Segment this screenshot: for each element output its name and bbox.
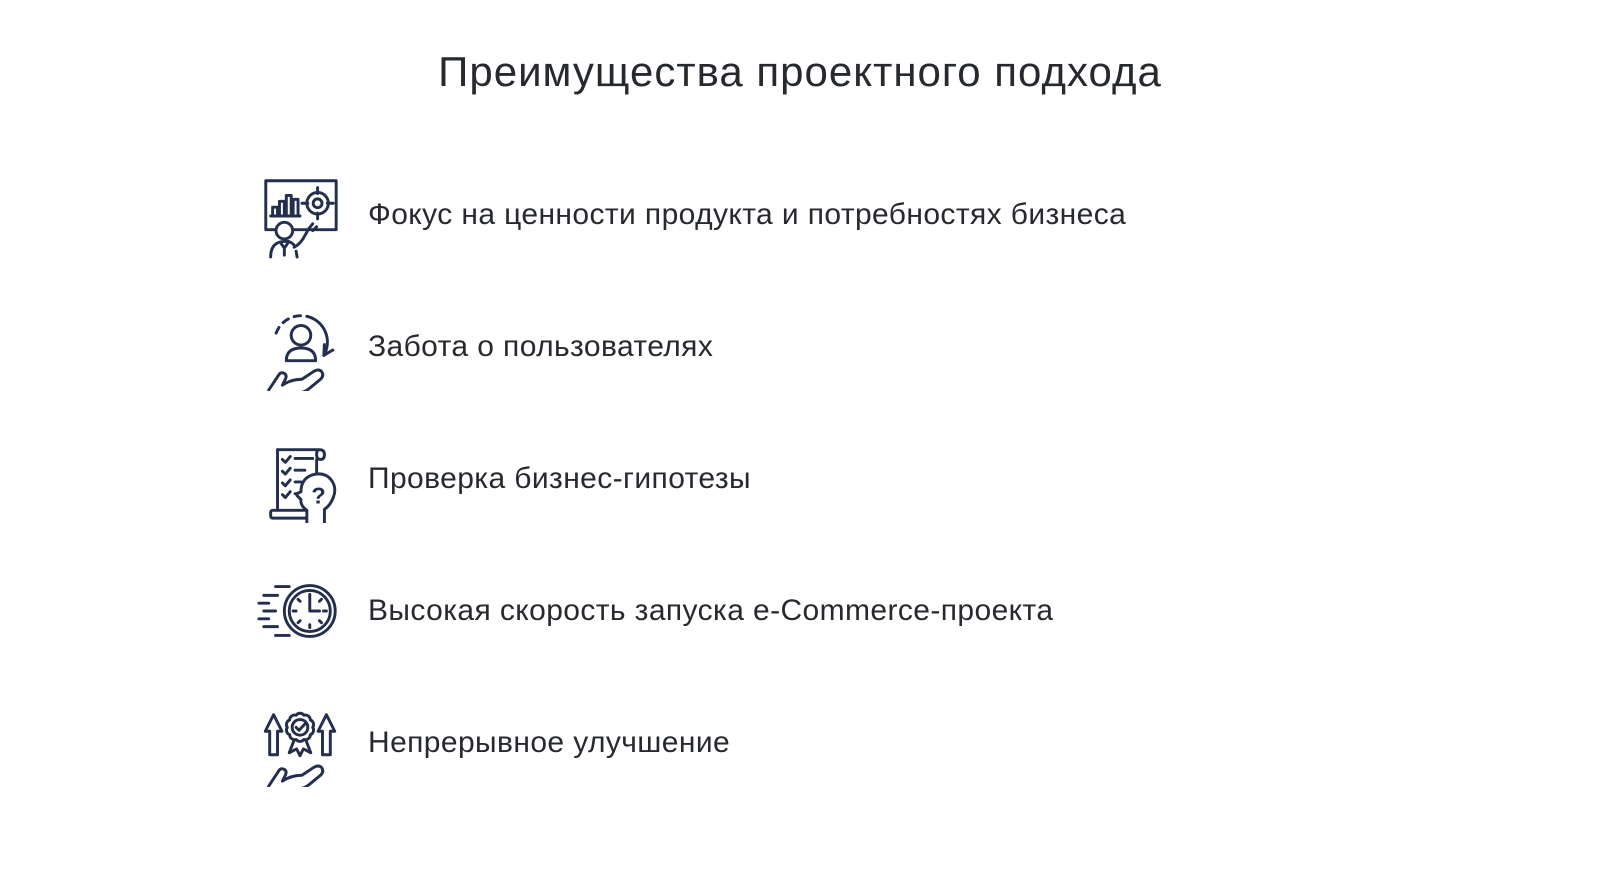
benefits-list <box>256 171 1126 831</box>
benefit-label: Непрерывное улучшение <box>368 726 731 759</box>
benefit-item-improvement <box>256 699 1126 787</box>
presentation-target-icon <box>256 171 344 259</box>
benefit-item-product-value <box>256 171 1126 259</box>
benefit-label: Фокус на ценности продукта и потребностях бизнеса <box>368 198 1127 231</box>
svg-text:?: ? <box>311 482 326 509</box>
continuous-improvement-icon <box>256 699 344 787</box>
fast-launch-clock-icon <box>256 567 344 655</box>
hypothesis-checklist-icon <box>256 435 344 523</box>
user-care-icon <box>256 303 344 391</box>
benefit-label: Забота о пользователях <box>368 330 714 363</box>
benefit-item-hypothesis <box>256 435 1126 523</box>
benefit-item-fast-launch <box>256 567 1126 655</box>
benefit-label: Высокая скорость запуска e-Commerce-проекта <box>368 594 1054 627</box>
page-title: Преимущества проектного подхода <box>438 48 1162 95</box>
benefit-label: Проверка бизнес-гипотезы <box>368 462 751 495</box>
benefit-item-user-care <box>256 303 1126 391</box>
